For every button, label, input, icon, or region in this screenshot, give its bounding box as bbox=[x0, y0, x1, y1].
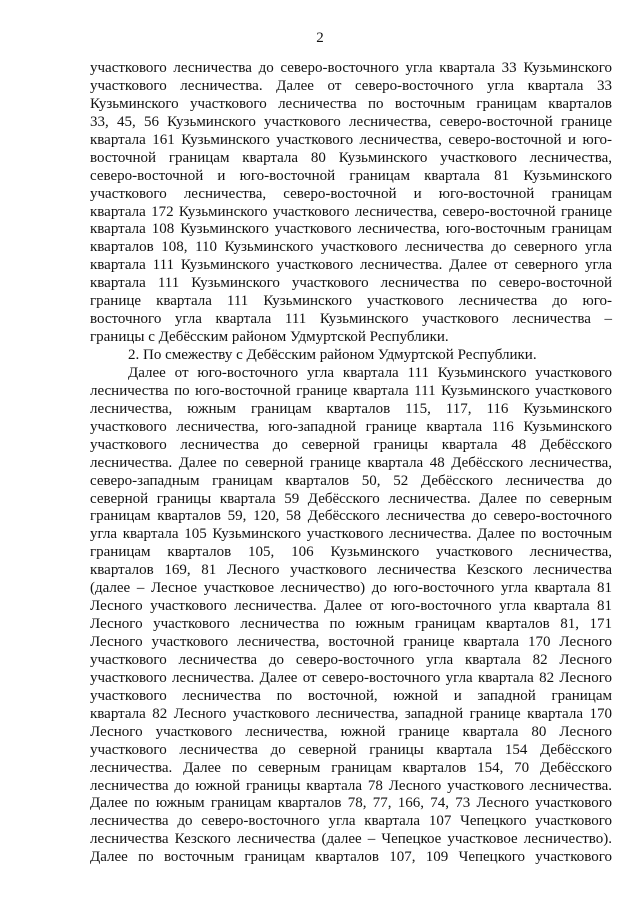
text-line: участкового лесничества до северо-восточного угла квартала 82 Лесного bbox=[90, 651, 612, 668]
text-line: квартала 111 Кузьминского участкового лесничества по северо-восточной bbox=[90, 275, 612, 292]
text-line: участкового лесничества по восточной, южной и западной границам bbox=[90, 687, 612, 704]
body-text bbox=[90, 60, 612, 867]
text-line: границы с Дебёсским районом Удмуртской Республики. bbox=[90, 329, 449, 346]
text-line: угла квартала 105 Кузьминского участкового лесничества. Далее по восточным bbox=[90, 526, 612, 543]
text-line: Далее по южным границам кварталов 78, 77, 166, 74, 73 Лесного участкового bbox=[90, 795, 612, 812]
text-line: границе квартала 111 Кузьминского участкового лесничества до юго- bbox=[90, 293, 612, 310]
text-line: участкового лесничества до северной границы квартала 154 Дебёсского bbox=[90, 741, 612, 758]
text-line: лесничества, южным границам кварталов 115, 117, 116 Кузьминского bbox=[90, 400, 612, 417]
text-line: северной границы квартала 59 Дебёсского лесничества. Далее по северным bbox=[90, 490, 612, 507]
text-line: лесничества. Далее по северным границам кварталов 154, 70 Дебёсского bbox=[90, 759, 612, 776]
text-line: северо-западным границам кварталов 50, 52 Дебёсского лесничества до bbox=[90, 472, 612, 489]
text-line: квартала 82 Лесного участкового лесничества, западной границе квартала 170 bbox=[90, 705, 612, 722]
text-line: северо-восточной и юго-восточной границам квартала 81 Кузьминского bbox=[90, 167, 612, 184]
text-line: участкового лесничества, юго-западной границе квартала 116 Кузьминского bbox=[90, 418, 612, 435]
text-line: квартала 108 Кузьминского участкового лесничества, юго-восточным границам bbox=[90, 221, 612, 238]
text-line: участкового лесничества. Далее от северо-восточного угла квартала 82 Лесного bbox=[90, 669, 612, 686]
text-line: лесничества до южной границы квартала 78 Лесного участкового лесничества. bbox=[90, 777, 612, 794]
text-line: лесничества. Далее по северной границе квартала 48 Дебёсского лесничества, bbox=[90, 454, 612, 471]
text-line: лесничества Кезского лесничества (далее – Чепецкое участковое лесничество). bbox=[90, 831, 612, 848]
text-line: (далее – Лесное участковое лесничество) до юго-восточного угла квартала 81 bbox=[90, 580, 612, 597]
text-line: 2. По смежеству с Дебёсским районом Удмуртской Республики. bbox=[128, 347, 537, 363]
text-line: участкового лесничества. Далее от северо-восточного угла квартала 33 bbox=[90, 77, 612, 94]
text-line: квартала 161 Кузьминского участкового лесничества, северо-восточной и юго- bbox=[90, 131, 612, 148]
text-line: Кузьминского участкового лесничества по восточным границам кварталов bbox=[90, 95, 612, 112]
text-line: Далее от юго-восточного угла квартала 111 Кузьминского участкового bbox=[128, 364, 612, 381]
text-line: Лесного участкового лесничества. Далее от юго-восточного угла квартала 81 bbox=[90, 598, 612, 615]
text-line: кварталов 108, 110 Кузьминского участкового лесничества до северного угла bbox=[90, 239, 612, 256]
text-line: лесничества по юго-восточной границе квартала 111 Кузьминского участкового bbox=[90, 382, 612, 399]
text-line: Лесного участкового лесничества, южной границе квартала 80 Лесного bbox=[90, 723, 612, 740]
text-line: кварталов 169, 81 Лесного участкового лесничества Кезского лесничества bbox=[90, 562, 612, 579]
text-line: границам кварталов 105, 106 Кузьминского участкового лесничества, bbox=[90, 544, 612, 561]
text-line: участкового лесничества до северной границы квартала 48 Дебёсского bbox=[90, 436, 612, 453]
text-line: границам кварталов 59, 120, 58 Дебёсского лесничества до северо-восточного bbox=[90, 508, 612, 525]
page-number: 2 bbox=[316, 30, 324, 46]
text-line: восточной границам квартала 80 Кузьминского участкового лесничества, bbox=[90, 149, 612, 166]
text-line: квартала 172 Кузьминского участкового лесничества, северо-восточной границе bbox=[90, 203, 612, 220]
text-line: Лесного участкового лесничества по южным границам кварталов 81, 171 bbox=[90, 616, 612, 633]
text-line: Лесного участкового лесничества, восточной границе квартала 170 Лесного bbox=[90, 634, 612, 650]
text-line: участкового лесничества, северо-восточной и юго-восточной границам bbox=[90, 185, 612, 202]
text-line: лесничества до северо-восточного угла квартала 107 Чепецкого участкового bbox=[90, 813, 612, 830]
text-line: участкового лесничества до северо-восточного угла квартала 33 Кузьминского bbox=[90, 60, 612, 76]
text-line: 33, 45, 56 Кузьминского участкового лесничества, северо-восточной границе bbox=[90, 113, 612, 130]
text-line: восточного угла квартала 111 Кузьминского участкового лесничества – bbox=[90, 311, 612, 328]
text-line: Далее по восточным границам кварталов 107, 109 Чепецкого участкового bbox=[90, 849, 612, 866]
text-line: квартала 111 Кузьминского участкового лесничества. Далее от северного угла bbox=[90, 257, 612, 274]
